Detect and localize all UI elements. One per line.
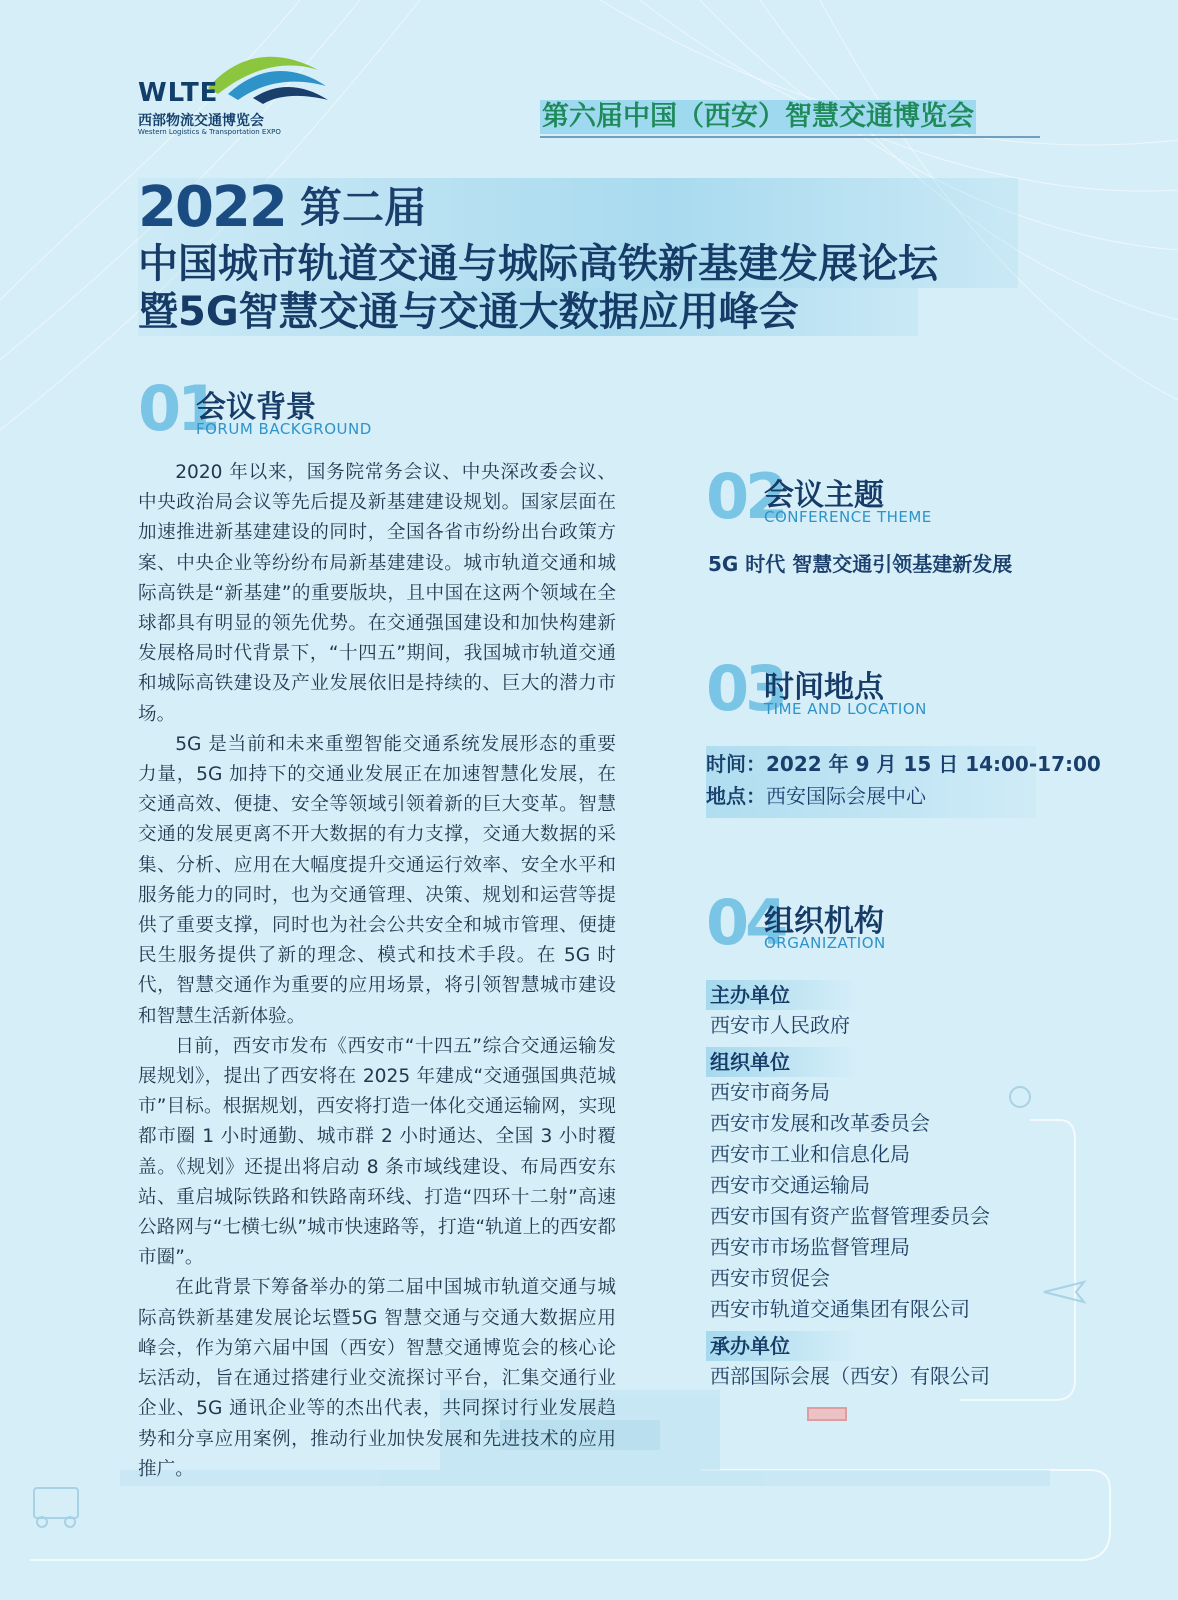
section-time-heading bbox=[706, 652, 1026, 725]
section-title-en: TIME AND LOCATION bbox=[764, 700, 927, 718]
host-item: 西安市人民政府 bbox=[710, 1013, 850, 1037]
main-title bbox=[138, 175, 1018, 336]
section-title-cn: 组织机构 bbox=[764, 904, 884, 939]
expo-title-band bbox=[540, 100, 1040, 138]
section-number: 04 bbox=[706, 886, 785, 959]
organizer-item: 西安市交通运输局 bbox=[710, 1173, 870, 1197]
title-edition: 第二届 bbox=[300, 183, 427, 232]
section-number: 02 bbox=[706, 460, 785, 533]
title-year-row bbox=[138, 175, 1018, 240]
organizer-label: 组织单位 bbox=[706, 1047, 860, 1077]
section-number: 03 bbox=[706, 652, 785, 725]
section-theme-heading bbox=[706, 460, 1026, 533]
organizer-item: 西安市国有资产监督管理委员会 bbox=[710, 1204, 990, 1228]
time-value: 2022 年 9 月 15 日 14:00-17:00 bbox=[766, 752, 1101, 776]
host-label: 主办单位 bbox=[706, 980, 860, 1010]
place-row bbox=[706, 780, 1036, 812]
section-number: 01 bbox=[138, 372, 217, 445]
undertaker-item: 西部国际会展（西安）有限公司 bbox=[710, 1364, 990, 1388]
title-line-1: 中国城市轨道交通与城际高铁新基建发展论坛 bbox=[138, 241, 938, 287]
expo-logo bbox=[138, 48, 338, 138]
time-label: 时间： bbox=[706, 752, 766, 776]
section-title-en: FORUM BACKGROUND bbox=[196, 420, 372, 438]
section-title-cn: 会议主题 bbox=[764, 478, 884, 513]
time-row bbox=[706, 748, 1101, 780]
place-value: 西安国际会展中心 bbox=[766, 784, 926, 808]
organizer-item: 西安市贸促会 bbox=[710, 1266, 830, 1290]
title-line-2: 暨5G智慧交通与交通大数据应用峰会 bbox=[138, 289, 799, 335]
conference-theme: 5G 时代 智慧交通引领基建新发展 bbox=[708, 552, 1013, 576]
organizer-item: 西安市轨道交通集团有限公司 bbox=[710, 1297, 970, 1321]
organizer-item: 西安市发展和改革委员会 bbox=[710, 1111, 930, 1135]
organizer-item: 西安市商务局 bbox=[710, 1080, 830, 1104]
organization-list bbox=[706, 974, 1036, 1392]
title-year: 2022 bbox=[138, 175, 286, 240]
logo-cn-text: 西部物流交通博览会 bbox=[138, 113, 264, 129]
background-text bbox=[138, 458, 616, 1485]
background-paragraph: 5G 是当前和未来重塑智能交通系统发展形态的重要力量，5G 加持下的交通业发展正在加速智慧化发展，在交通高效、便捷、安全等领域引领着新的巨大变革。智慧交通的发展更离不开大数据的有力支撑，交通大数据的采集、分析、应用在大幅度提升交通运行效率、安全水平和服务能力的同时，也为交通管理、决策、规划和运营等提供了重要支撑，同时也为社会公共安全和城市管理、便捷民生服务提供了新的理念、模式和技术手段。在 5G 时代，智慧交通作为重要的应用场景，将引领智慧城市建设和智慧生活新体验。 bbox=[138, 733, 616, 1027]
section-title-en: CONFERENCE THEME bbox=[764, 508, 932, 526]
logo-en-text: Western Logistics & Transportation EXPO bbox=[138, 128, 281, 136]
section-title-en: ORGANIZATION bbox=[764, 934, 886, 952]
organizer-item: 西安市市场监督管理局 bbox=[710, 1235, 910, 1259]
undertaker-label: 承办单位 bbox=[706, 1331, 860, 1361]
expo-title: 第六届中国（西安）智慧交通博览会 bbox=[542, 101, 974, 132]
background-paragraph: 2020 年以来，国务院常务会议、中央深改委会议、中央政治局会议等先后提及新基建建设规划。国家层面在加速推进新基建建设的同时，全国各省市纷纷出台政策方案、中央企业等纷纷布局新基建建设。城市轨道交通和城际高铁是“新基建”的重要版块，且中国在这两个领域在全球都具有明显的领先优势。在交通强国建设和加快构建新发展格局时代背景下，“十四五”期间，我国城市轨道交通和城际高铁建设及产业发展依旧是持续的、巨大的潜力市场。 bbox=[138, 462, 616, 725]
section-organization-heading bbox=[706, 886, 1026, 959]
section-background-heading bbox=[138, 372, 458, 445]
section-title-cn: 会议背景 bbox=[196, 390, 316, 425]
logo-wlte-text: WLTE bbox=[138, 78, 219, 108]
background-paragraph: 日前，西安市发布《西安市“十四五”综合交通运输发展规划》，提出了西安将在 2025 年建成“交通强国典范城市”目标。根据规划，西安将打造一体化交通运输网，实现都市圈 1 小时通勤、城市群 2 小时通达、全国 3 小时覆盖。《规划》还提出将启动 8 条市域线建设、布局西安东站、重启城际铁路和铁路南环线、打造“四环十二射”高速公路网与“七横七纵”城市快速路等，打造“轨道上的西安都市圈”。 bbox=[138, 1035, 616, 1269]
time-location-block bbox=[706, 746, 1101, 818]
place-label: 地点： bbox=[706, 784, 766, 808]
organizer-item: 西安市工业和信息化局 bbox=[710, 1142, 910, 1166]
background-paragraph: 在此背景下筹备举办的第二届中国城市轨道交通与城际高铁新基建发展论坛暨5G 智慧交通与交通大数据应用峰会，作为第六届中国（西安）智慧交通博览会的核心论坛活动，旨在通过搭建行业交流探讨平台，汇集交通行业企业、5G 通讯企业等的杰出代表，共同探讨行业发展趋势和分享应用案例，推动行业加快发展和先进技术的应用推广。 bbox=[138, 1277, 616, 1480]
section-title-cn: 时间地点 bbox=[764, 670, 884, 705]
logo-wing-icon bbox=[208, 48, 328, 106]
